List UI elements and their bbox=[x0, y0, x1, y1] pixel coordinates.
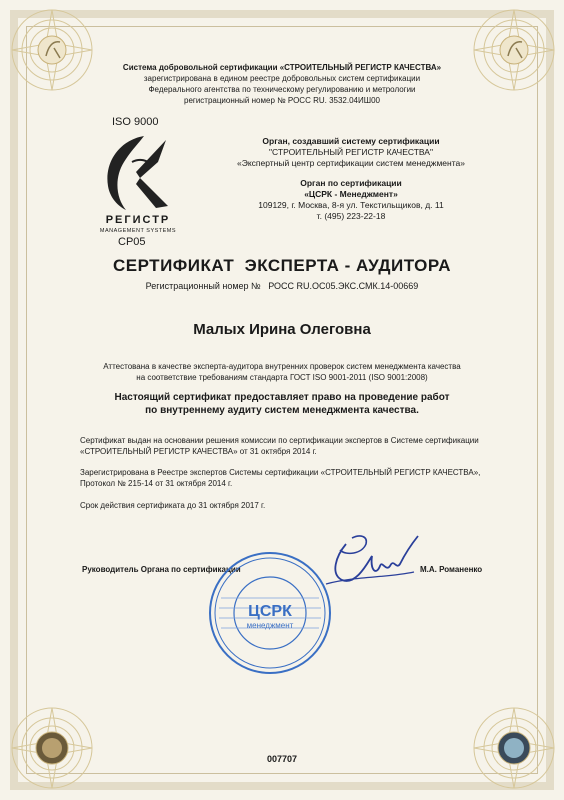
stamp-sub-text: менеджмент bbox=[246, 621, 294, 630]
iso-label: ISO 9000 bbox=[112, 116, 159, 128]
reg-value: РОСС RU.ОС05.ЭКС.СМК.14-00669 bbox=[268, 281, 419, 291]
corner-rosette-icon bbox=[6, 702, 98, 794]
organ-cert-name: «ЦСРК - Менеджмент» bbox=[304, 189, 398, 199]
attestation-line: Аттестована в качестве эксперта-аудитора внутренних проверок систем менеджмента качества bbox=[103, 362, 461, 371]
organ-cert-address: 109129, г. Москва, 8-я ул. Текстильщиков, д. 11 bbox=[258, 200, 444, 210]
serial-number: 007707 bbox=[266, 754, 298, 764]
organ-cert-phone: т. (495) 223-22-18 bbox=[316, 211, 386, 221]
registry-line: Зарегистрирована в Реестре экспертов Системы сертификации «СТРОИТЕЛЬНЫЙ РЕГИСТР КАЧЕСТВА», bbox=[80, 468, 481, 477]
basis-line: «СТРОИТЕЛЬНЫЙ РЕГИСТР КАЧЕСТВА» от 31 октября 2014 г. bbox=[80, 447, 317, 456]
official-stamp-icon bbox=[205, 548, 335, 678]
stamp-center-text: ЦСРК bbox=[248, 603, 292, 620]
signatory-role: Руководитель Органа по сертификации bbox=[82, 565, 241, 574]
reg-label: Регистрационный номер № bbox=[145, 281, 261, 291]
header-line: Система добровольной сертификации «СТРОИТЕЛЬНЫЙ РЕГИСТР КАЧЕСТВА» bbox=[122, 63, 442, 72]
attestation-line: на соответствие требованиям стандарта ГОСТ ISO 9001-2011 (ISO 9001:2008) bbox=[136, 373, 428, 382]
holder-name: Малых Ирина Олеговна bbox=[193, 321, 371, 338]
organ-system-title: Орган, создавший систему сертификации bbox=[262, 136, 440, 146]
rights-statement bbox=[60, 391, 504, 417]
header-line: зарегистрирована в едином реестре добровольных систем сертификации bbox=[143, 74, 421, 83]
organ-block bbox=[226, 136, 476, 222]
registration-number bbox=[40, 281, 524, 291]
attestation bbox=[60, 361, 504, 383]
brand-name: РЕГИСТР bbox=[105, 214, 171, 226]
header-line: регистрационный номер № РОСС RU. 3532.04ИШ00 bbox=[184, 96, 380, 105]
basis-paragraph bbox=[80, 435, 504, 457]
logo-code: СР05 bbox=[118, 236, 146, 248]
registry-paragraph bbox=[80, 467, 504, 489]
signatory-name: М.А. Романенко bbox=[420, 565, 483, 574]
registry-line: Протокол № 215-14 от 31 октября 2014 г. bbox=[80, 479, 233, 488]
validity: Срок действия сертификата до 31 октября 2017 г. bbox=[80, 501, 266, 510]
rights-line: Настоящий сертификат предоставляет право на проведение работ bbox=[114, 392, 450, 403]
organ-system-center: «Экспертный центр сертификации систем менеджмента» bbox=[237, 158, 465, 168]
organ-system-name: "СТРОИТЕЛЬНЫЙ РЕГИСТР КАЧЕСТВА" bbox=[269, 147, 433, 157]
organ-cert-title: Орган по сертификации bbox=[300, 178, 402, 188]
system-header bbox=[60, 62, 504, 106]
rights-line: по внутреннему аудиту систем менеджмента качества. bbox=[145, 405, 419, 416]
registr-logo-icon bbox=[96, 132, 176, 214]
header-line: Федерального агентства по техническому регулированию и метрологии bbox=[148, 85, 416, 94]
brand-subtitle: MANAGEMENT SYSTEMS bbox=[99, 228, 177, 234]
basis-line: Сертификат выдан на основании решения комиссии по сертификации экспертов в Системе сертификации bbox=[80, 436, 479, 445]
corner-rosette-icon bbox=[468, 702, 560, 794]
certificate-title: СЕРТИФИКАТ ЭКСПЕРТА - АУДИТОРА bbox=[112, 256, 452, 275]
